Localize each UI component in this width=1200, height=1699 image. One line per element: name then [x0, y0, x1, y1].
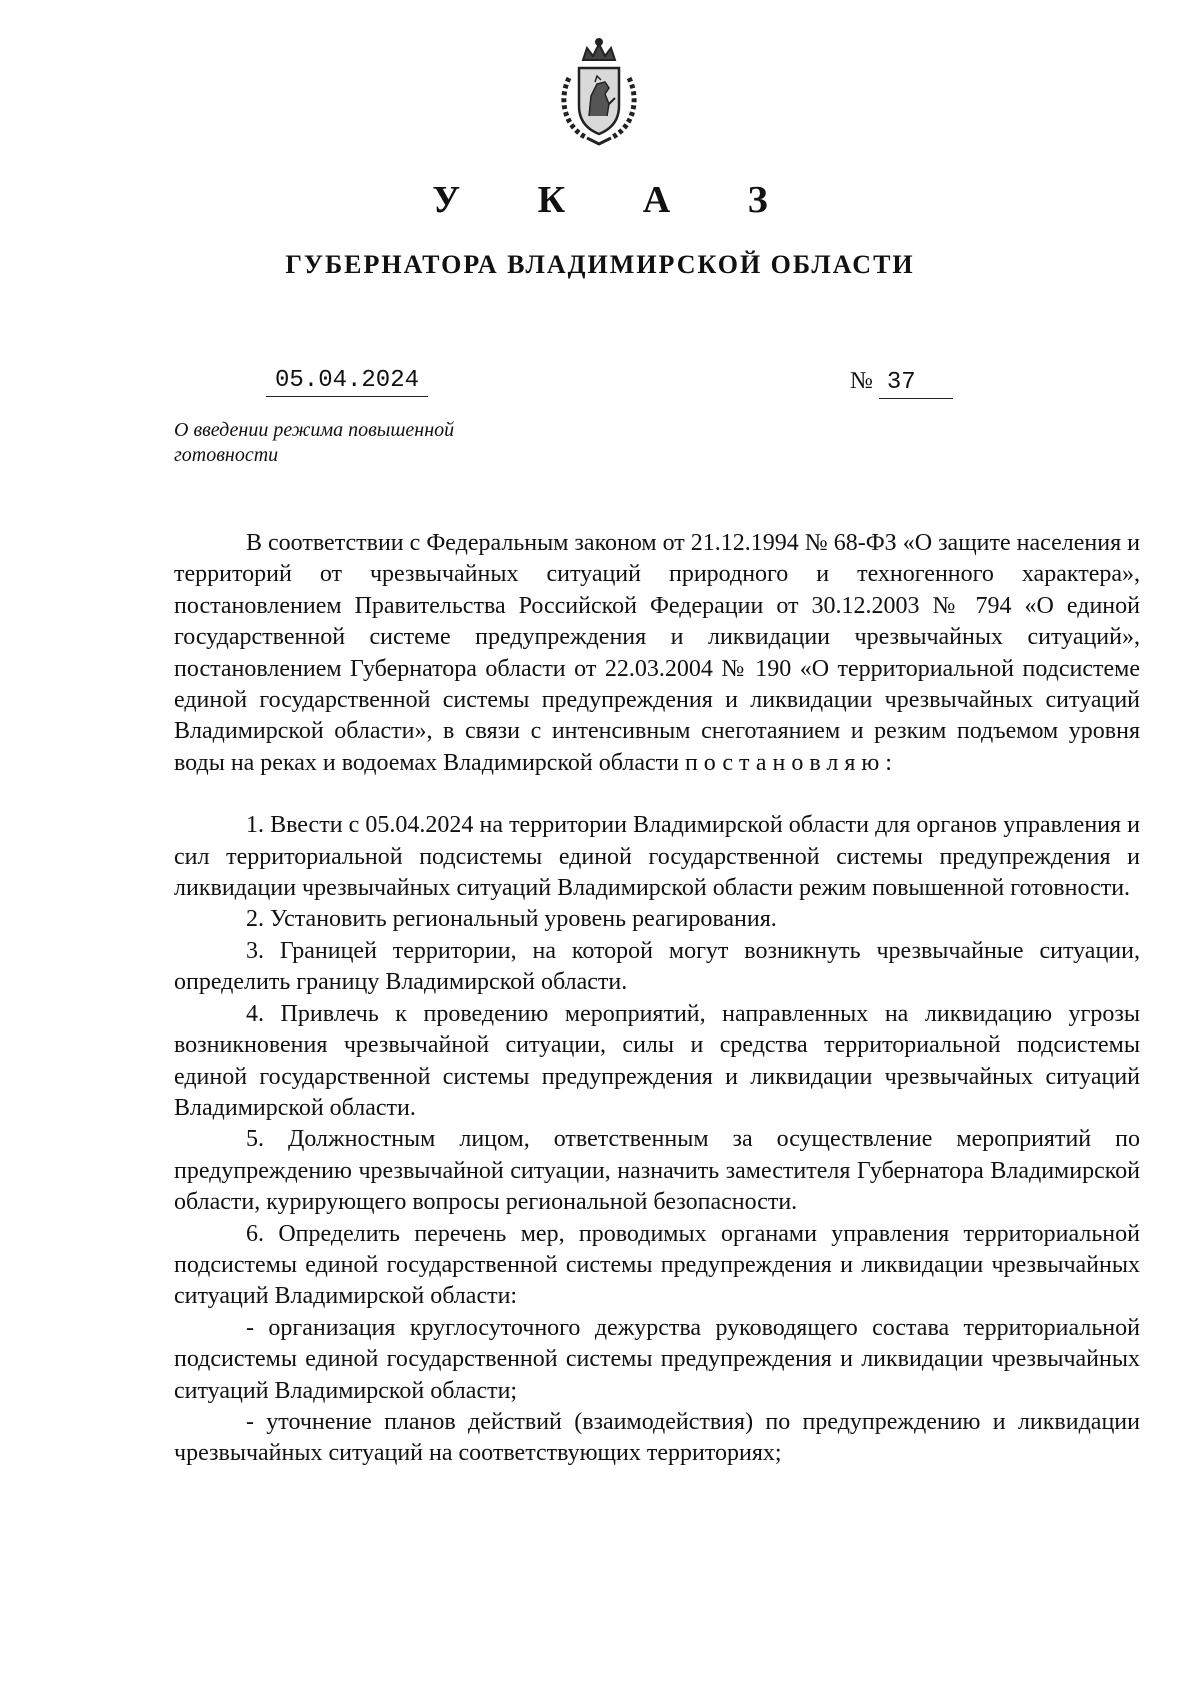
- document-number: [850, 366, 953, 399]
- document-issuer: ГУБЕРНАТОРА ВЛАДИМИРСКОЙ ОБЛАСТИ: [285, 250, 915, 279]
- item-6: 6. Определить перечень мер, проводимых органами управления территориальной подсистемы единой государственной системы предупреждения и ликвидации чрезвычайных ситуаций Владимирской области:: [174, 1220, 1140, 1310]
- item-5: 5. Должностным лицом, ответственным за осуществление мероприятий по предупреждению чрезвычайной ситуации, назначить заместителя Губернатора Владимирской области, курирующего вопросы региональной безопасности.: [174, 1126, 1140, 1216]
- number-value: 37: [879, 368, 953, 399]
- preamble-paragraph: [174, 528, 1140, 779]
- document-title: У К А З: [432, 179, 802, 221]
- item-1: 1. Ввести с 05.04.2024 на территории Владимирской области для органов управления и сил территориальной подсистемы единой государственной системы предупреждения и ликвидации чрезвычайных ситуаций Владимирской области режим повышенной готовности.: [174, 812, 1140, 902]
- item-2: 2. Установить региональный уровень реагирования.: [246, 906, 777, 933]
- document-subject: О введении режима повышенной готовности: [174, 419, 455, 466]
- decree-word: постановляю:: [684, 749, 898, 776]
- item-4: 4. Привлечь к проведению мероприятий, направленных на ликвидацию угрозы возникновения чрезвычайной ситуации, силы и средства территориальной подсистемы единой государственной системы предупреждения и ликвидации чрезвычайных ситуаций Владимирской области.: [174, 1000, 1140, 1121]
- number-sign: №: [850, 368, 873, 394]
- item-3: 3. Границей территории, на которой могут возникнуть чрезвычайные ситуации, определить границу Владимирской области.: [174, 937, 1140, 996]
- document-date: 05.04.2024: [266, 366, 428, 397]
- item-6-measure-2: - уточнение планов действий (взаимодействия) по предупреждению и ликвидации чрезвычайных ситуаций на соответствующих территориях;: [174, 1408, 1140, 1467]
- item-6-measure-1: - организация круглосуточного дежурства руководящего состава территориальной подсистемы единой государственной системы предупреждения и ликвидации чрезвычайных ситуаций Владимирской области;: [174, 1314, 1140, 1404]
- preamble-text: В соответствии с Федеральным законом от 21.12.1994 № 68-ФЗ «О защите населения и территорий от чрезвычайных ситуаций природного и техногенного характера», постановлением Правительства Российской Федерации от 30.12.2003 № 794 «О единой государственной системе предупреждения и ликвидации чрезвычайных ситуаций», постановлением Губернатора области от 22.03.2004 № 190 «О территориальной подсистеме единой государственной системы предупреждения и ликвидации чрезвычайных ситуаций Владимирской области», в связи с интенсивным снеготаянием и резким подъемом уровня воды на реках и водоемах Владимирской области: [174, 530, 1140, 776]
- coat-of-arms-icon: [553, 38, 645, 148]
- document-body: [174, 528, 1140, 1470]
